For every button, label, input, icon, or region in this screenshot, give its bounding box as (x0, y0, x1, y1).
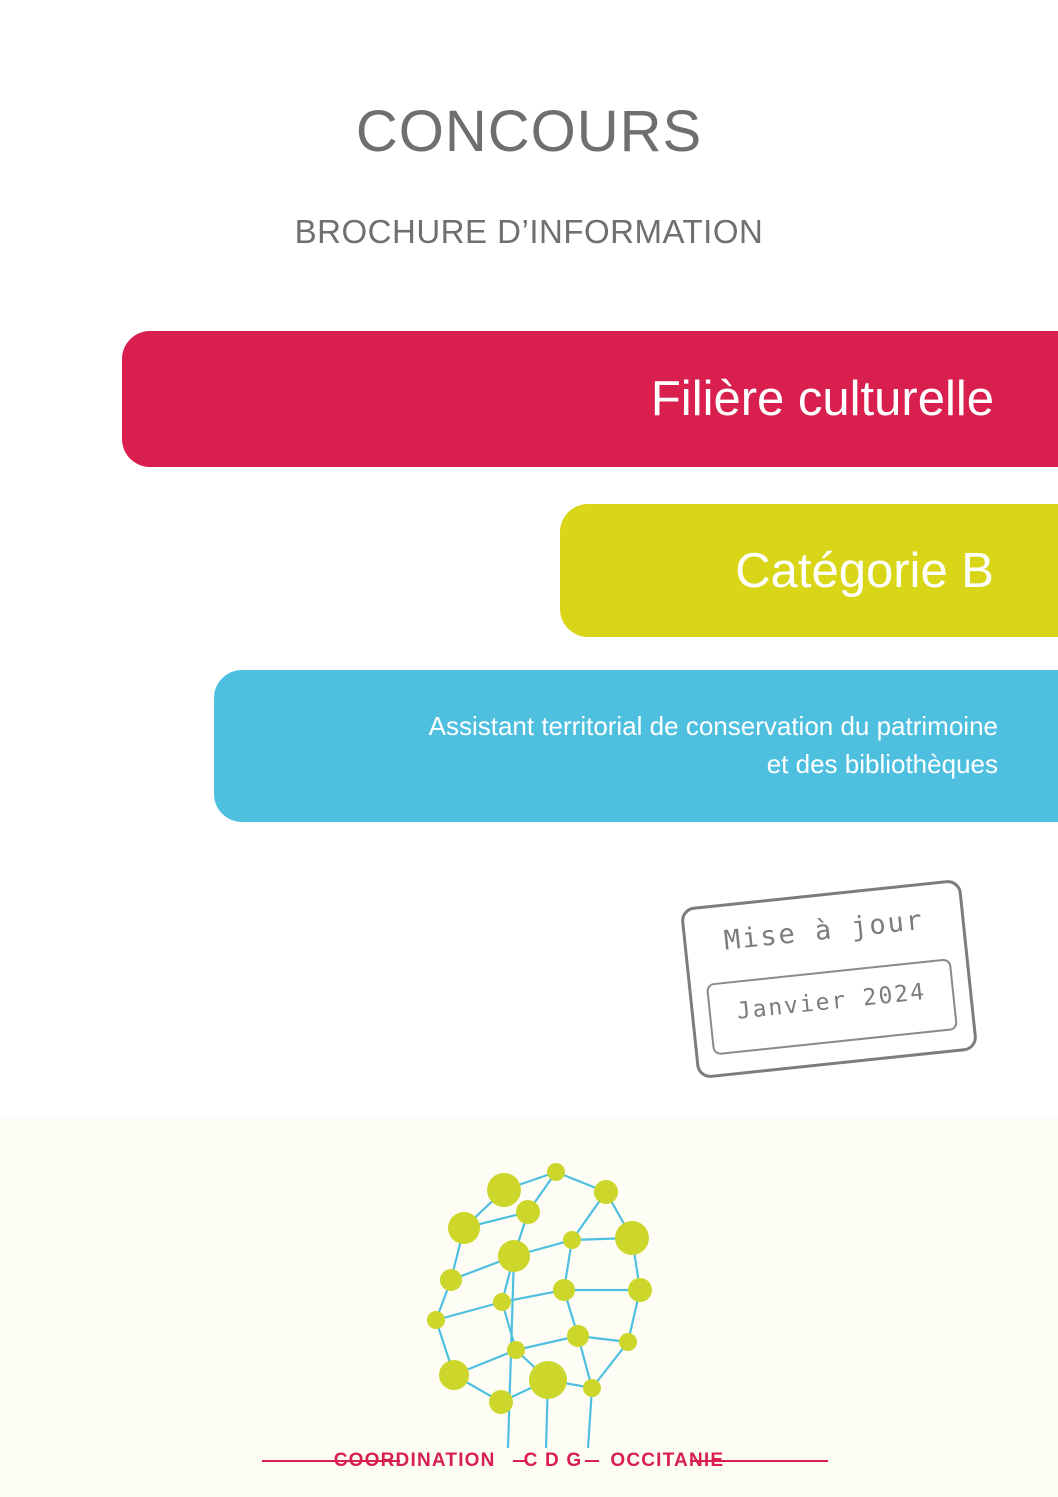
page-title: CONCOURS (355, 99, 703, 164)
banner-categorie-label: Catégorie B (735, 543, 994, 598)
banner-filiere (122, 331, 1058, 467)
footer-coordination: COORDINATION (333, 1450, 496, 1471)
banner-grade-line2: et des bibliothèques (766, 749, 998, 779)
footer-occitanie: OCCITANIE (610, 1450, 725, 1471)
banner-grade (214, 670, 1058, 822)
footer-cdg: C D G (523, 1450, 583, 1471)
page-subtitle: BROCHURE D’INFORMATION (294, 213, 764, 250)
banner-filiere-label: Filière culturelle (650, 372, 994, 426)
update-stamp (680, 879, 978, 1080)
footer (0, 1441, 1058, 1481)
stamp-date: Janvier 2024 (735, 979, 928, 1025)
tree-network-logo (396, 1130, 696, 1450)
banner-categorie (560, 504, 1058, 637)
stamp-title: Mise à jour (722, 904, 926, 957)
banner-grade-line1: Assistant territorial de conservation du patrimoine (428, 711, 998, 742)
